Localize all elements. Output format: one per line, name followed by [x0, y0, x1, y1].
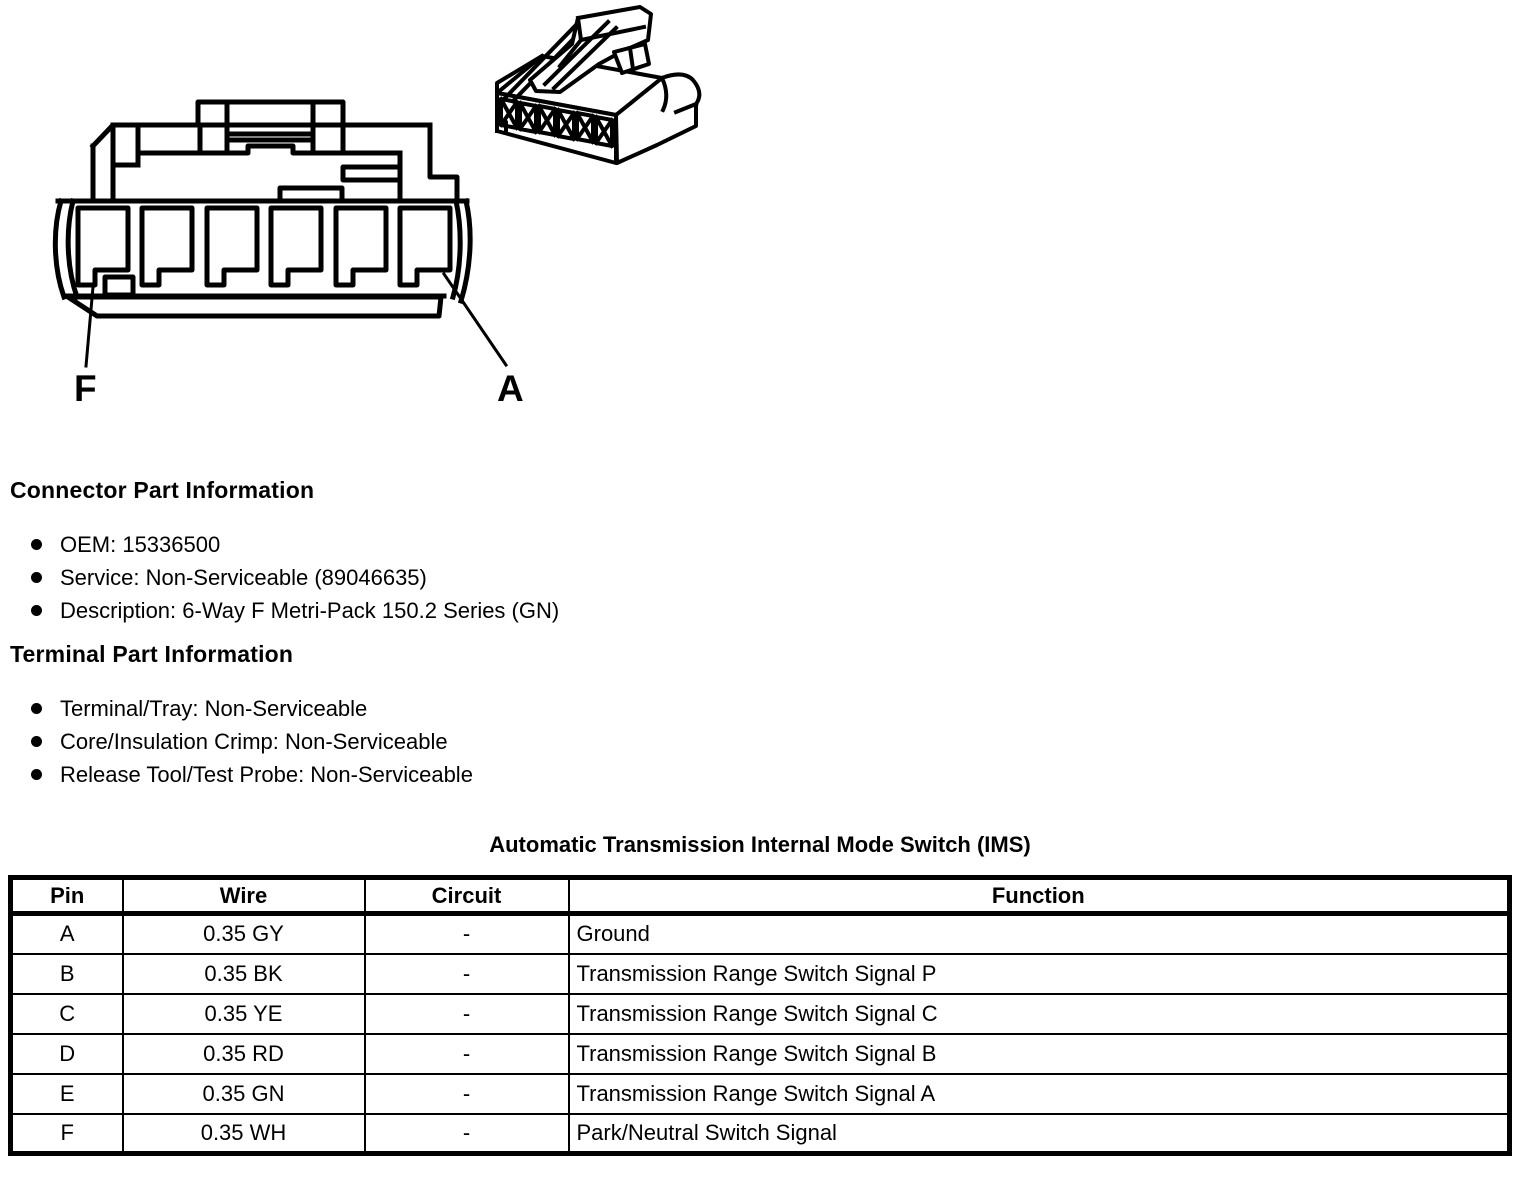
pin-a-leader-line: [444, 274, 506, 365]
column-header-function: Function: [569, 878, 1510, 914]
pin-cell: A: [11, 914, 123, 954]
table-header: [11, 878, 1510, 914]
function-cell: Ground: [569, 914, 1510, 954]
function-cell: Transmission Range Switch Signal A: [569, 1074, 1510, 1114]
function-cell: Transmission Range Switch Signal C: [569, 994, 1510, 1034]
bullet-icon: [31, 605, 42, 616]
cavity-b: [336, 208, 386, 285]
table-header-row: [11, 878, 1510, 914]
function-cell: Park/Neutral Switch Signal: [569, 1114, 1510, 1154]
wire-cell: 0.35 BK: [123, 954, 365, 994]
list-item-text: Service: Non-Serviceable (89046635): [60, 564, 427, 590]
pin-f-label: F: [74, 368, 97, 409]
left-gasket-outer: [55, 201, 64, 297]
bottom-rib: [68, 297, 441, 316]
list-item: [0, 561, 900, 594]
index-key-box: [105, 277, 133, 295]
table-row: [11, 1114, 1510, 1154]
cavity-f: [78, 208, 128, 285]
terminal-part-info-heading: Terminal Part Information: [10, 641, 294, 667]
bullet-icon: [31, 703, 42, 714]
wire-cell: 0.35 GN: [123, 1074, 365, 1114]
bullet-icon: [31, 572, 42, 583]
terminal-part-info-list: [0, 692, 900, 791]
pin-function-table: [8, 875, 1512, 1156]
bullet-icon: [31, 769, 42, 780]
circuit-cell: -: [365, 1114, 569, 1154]
connector-part-info-heading: Connector Part Information: [10, 477, 315, 503]
list-item: [0, 594, 900, 627]
housing-right-step: [430, 125, 457, 200]
list-item: [0, 758, 900, 791]
bullet-icon: [31, 539, 42, 550]
circuit-cell: -: [365, 914, 569, 954]
bullet-icon: [31, 736, 42, 747]
list-item-text: Terminal/Tray: Non-Serviceable: [60, 695, 368, 721]
table-row: [11, 1034, 1510, 1074]
list-item: [0, 692, 900, 725]
circuit-cell: -: [365, 994, 569, 1034]
table-row: [11, 954, 1510, 994]
list-item-text: Core/Insulation Crimp: Non-Serviceable: [60, 728, 448, 754]
table-row: [11, 914, 1510, 954]
list-item: [0, 725, 900, 758]
connector-isometric-view: [497, 7, 699, 163]
right-slot: [343, 167, 400, 180]
list-item-text: Release Tool/Test Probe: Non-Serviceable: [60, 761, 473, 787]
circuit-cell: -: [365, 954, 569, 994]
pin-cell: D: [11, 1034, 123, 1074]
list-item-text: OEM: 15336500: [60, 531, 221, 557]
wire-cell: 0.35 GY: [123, 914, 365, 954]
cavity-e: [142, 208, 192, 285]
cavity-d: [207, 208, 257, 285]
housing-inner-ledge: [138, 146, 400, 153]
list-item-text: Description: 6-Way F Metri-Pack 150.2 Series (GN): [60, 597, 560, 623]
circuit-cell: -: [365, 1074, 569, 1114]
list-item: [0, 528, 900, 561]
pin-cell: F: [11, 1114, 123, 1154]
column-header-circuit: Circuit: [365, 878, 569, 914]
table-row: [11, 1074, 1510, 1114]
latch-tab-outline: [198, 102, 343, 125]
cavity-c: [271, 208, 321, 285]
right-gasket-inner: [453, 201, 460, 297]
connector-front-view: [55, 102, 470, 316]
table-title: Automatic Transmission Internal Mode Switch (IMS): [489, 832, 1031, 857]
pin-cell: E: [11, 1074, 123, 1114]
pin-cell: B: [11, 954, 123, 994]
connector-diagram: [0, 0, 1520, 462]
center-bottom-tab: [280, 188, 342, 200]
column-header-wire: Wire: [123, 878, 365, 914]
circuit-cell: -: [365, 1034, 569, 1074]
table-row: [11, 994, 1510, 1034]
connector-part-info-list: [0, 528, 900, 627]
pin-a-label: A: [497, 368, 524, 409]
function-cell: Transmission Range Switch Signal P: [569, 954, 1510, 994]
column-header-pin: Pin: [11, 878, 123, 914]
wire-cell: 0.35 WH: [123, 1114, 365, 1154]
wire-cell: 0.35 RD: [123, 1034, 365, 1074]
wire-cell: 0.35 YE: [123, 994, 365, 1034]
function-cell: Transmission Range Switch Signal B: [569, 1034, 1510, 1074]
pin-cell: C: [11, 994, 123, 1034]
